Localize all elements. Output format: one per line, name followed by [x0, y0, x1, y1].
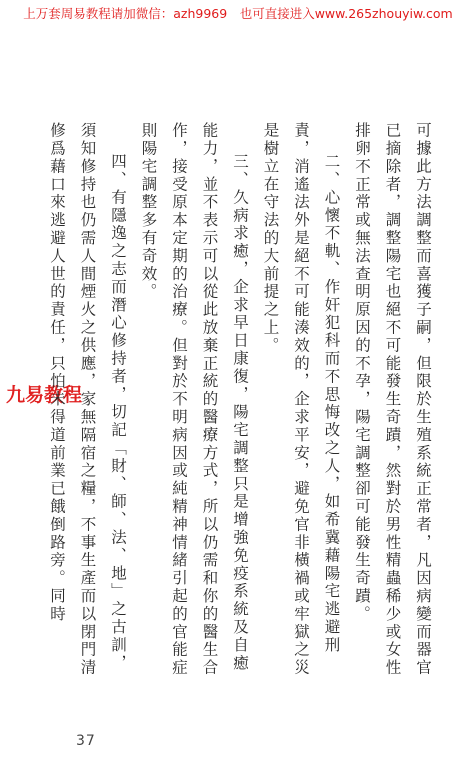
- page-body: [48, 122, 438, 682]
- watermark-text: 九易教程: [6, 384, 83, 406]
- page-number: 37: [76, 733, 96, 749]
- paragraph-3: 三、久病求癒，企求早日康復，陽宅調整只是增強免疫系統及自癒能力，並不表示可以從此放棄正統的醫療方式，所以仍需和你的醫生合作，接受原本定期的治療。但對於不明病因或純精神情緒引起的官能症則陽宅調整多有奇效。: [139, 122, 249, 677]
- paragraph-4: 四、有隱逸之志而潛心修持者，切記「財、師、法、地」之古訓，須知修持也仍需人間煙火之供應，家無隔宿之糧，不事生產而以閉門清修爲藉口來逃避人世的責任，只怕未得道前業已餓倒路旁。同時: [48, 122, 127, 677]
- header-banner: 上万套周易教程请加微信：azh9969 也可直接进入www.265zhouyiw.com: [23, 6, 453, 21]
- paragraph-1: 可據此方法調整而喜獲子嗣，但限於生殖系統正常者，凡因病變而器官已摘除者，調整陽宅也絕不可能發生奇蹟，然對於男性精蟲稀少或女性排卵不正常或無法查明原因的不孕，陽宅調整卻可能發生奇蹟。: [353, 122, 432, 677]
- paragraph-2: 二、心懷不軌、作奸犯科而不思悔改之人，如希冀藉陽宅逃避刑責，消遙法外是絕不可能湊效的，企求平安，避免官非橫禍或牢獄之災是樹立在守法的大前提之上。: [261, 122, 341, 677]
